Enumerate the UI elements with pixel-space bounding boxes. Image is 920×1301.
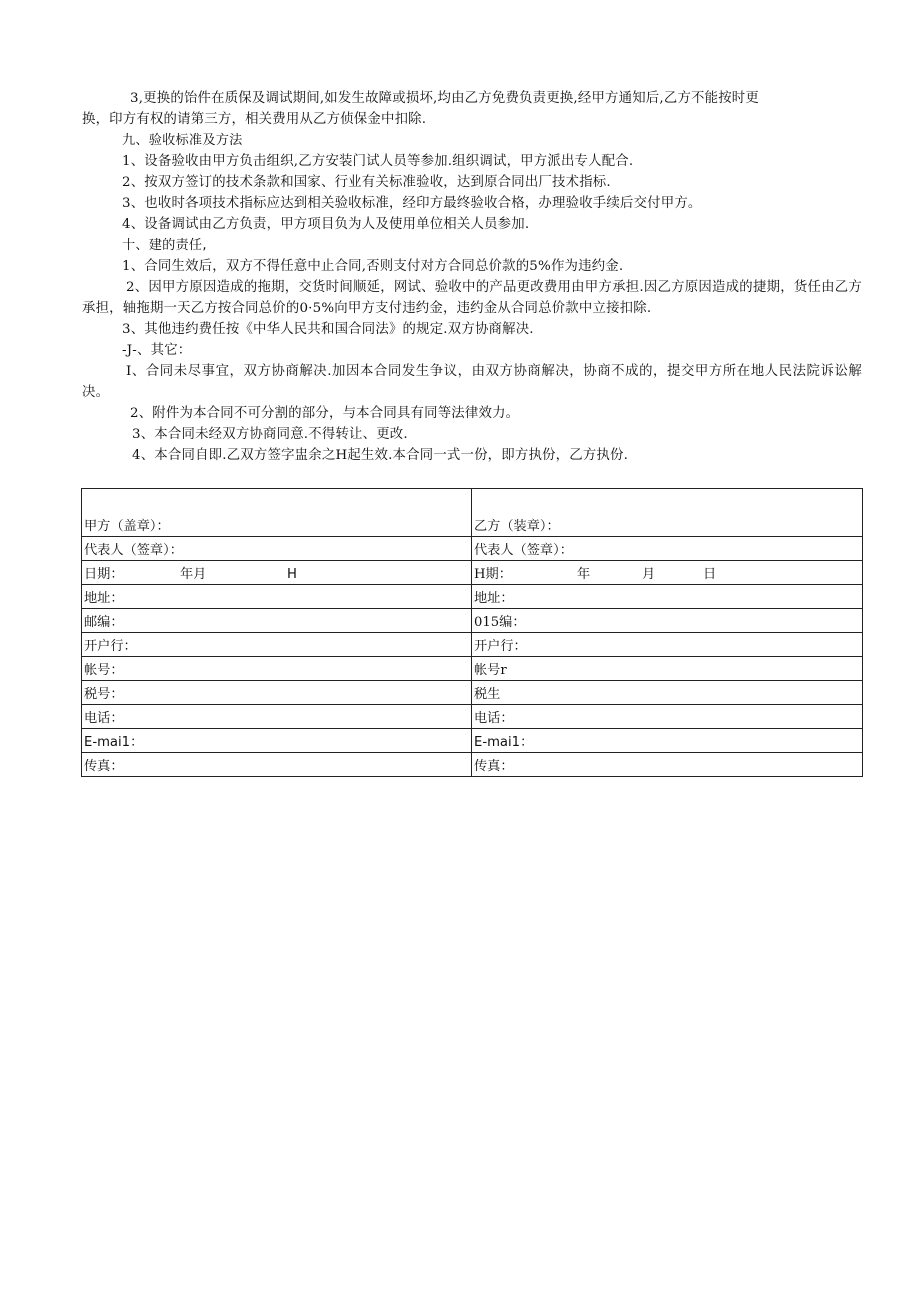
party-a-seal-label: 甲方（盖章）： [84,519,170,534]
section-9-item-1: 1、设备验收由甲方负击组织,乙方安装门试人员等参加.组织调试，甲方派出专人配合. [122,154,634,169]
party-b-date-month: 月 [642,567,656,582]
party-b-account-cell[interactable] [472,657,863,681]
party-b-rep-label: 代表人（签章）： [474,543,573,558]
table-row [82,657,863,681]
section-9-item-4: 4、设备调试由乙方负责，甲方项目负为人及使用单位相关人员参加. [122,217,530,232]
table-row [82,585,863,609]
party-a-date-ym: 年月 [180,567,207,582]
paragraph-item3-line2: 换，印方有权的请第三方，相关费用从乙方侦保金中扣除. [82,112,427,127]
party-a-date-cell[interactable] [82,561,472,585]
party-b-date-label: H期： [474,567,512,582]
table-row [82,609,863,633]
party-b-date-day: 日 [703,567,717,582]
party-a-bank-label: 开户行： [84,639,137,654]
section-10-item-2: 2、因甲方原因造成的拖期，交货时间顺延，网试、验收中的产品更改费用由甲方承担.因乙方原因造成的捷期，货任由乙方承担，轴拖期一天乙方按合同总价的0·5%向甲方支付违约金，违约金从合同总价款中立接扣除. [82,280,862,316]
party-a-phone-label: 电话： [84,711,124,726]
party-b-fax-label: 传真： [474,759,514,774]
party-a-tax-label: 税号： [84,687,124,702]
party-a-phone-cell[interactable] [82,705,472,729]
party-b-seal-label: 乙方（装章）： [474,519,560,534]
party-b-postcode-label: 015编： [474,615,526,630]
party-a-account-label: 帐号： [84,663,124,678]
table-row [82,489,863,537]
party-b-bank-cell[interactable] [472,633,863,657]
party-a-fax-cell[interactable] [82,753,472,777]
table-row [82,705,863,729]
party-a-bank-cell[interactable] [82,633,472,657]
table-row [82,537,863,561]
party-b-email-label: E-mai1： [474,735,534,750]
party-b-rep-cell[interactable] [472,537,863,561]
party-a-email-cell[interactable] [82,729,472,753]
section-10-item-1: 1、合同生效后，双方不得任意中止合同,否则支付对方合同总价款的5%作为违约金. [122,259,624,274]
party-b-postcode-cell[interactable] [472,609,863,633]
party-b-tax-label: 税生 [474,687,501,702]
section-10-item-3: 3、其他违约费任按《中华人民共和国合同法》的规定.双方协商解决. [122,322,534,337]
party-b-account-label: 帐号r [474,663,507,678]
party-a-postcode-cell[interactable] [82,609,472,633]
party-a-seal-cell[interactable] [82,489,472,537]
party-a-email-label: E-mai1： [84,735,144,750]
table-row [82,729,863,753]
party-b-address-label: 地址： [474,591,514,606]
signature-table [81,488,863,777]
section-9-item-2: 2、按双方签订的技术条款和国家、行业有关标准验收，达到原合同出厂技术指标. [122,175,611,190]
party-b-address-cell[interactable] [472,585,863,609]
party-b-date-year: 年 [577,567,591,582]
party-b-tax-cell[interactable] [472,681,863,705]
table-row [82,561,863,585]
party-b-phone-label: 电话： [474,711,514,726]
party-a-postcode-label: 邮编： [84,615,124,630]
party-a-rep-cell[interactable] [82,537,472,561]
party-a-tax-cell[interactable] [82,681,472,705]
party-a-rep-label: 代表人（签章）： [84,543,183,558]
party-b-seal-cell[interactable] [472,489,863,537]
party-b-email-cell[interactable] [472,729,863,753]
table-row [82,633,863,657]
section-10-title: 十、建的责任, [122,238,207,253]
party-a-date-label: 日期： [84,567,124,582]
party-b-fax-cell[interactable] [472,753,863,777]
table-row [82,681,863,705]
party-b-date-cell[interactable] [472,561,863,585]
party-a-account-cell[interactable] [82,657,472,681]
party-a-fax-label: 传真： [84,759,124,774]
contract-text [82,88,862,466]
party-b-bank-label: 开户行： [474,639,527,654]
section-11-title: -J-、其它： [122,343,192,358]
section-9-item-3: 3、也收时各项技术指标应达到相关验收标准，经印方最终验收合格，办理验收手续后交付甲方。 [122,196,702,211]
section-11-item-1: I、合同未尽事宜，双方协商解决.加因本合同发生争议，由双方协商解决，协商不成的，提交甲方所在地人民法院诉讼解决。 [82,364,862,400]
party-a-address-cell[interactable] [82,585,472,609]
party-a-address-label: 地址： [84,591,124,606]
section-11-item-3: 3、本合同未经双方协商同意.不得转让、更改. [132,427,408,442]
section-11-item-2: 2、附件为本合同不可分割的部分，与本合同具有同等法律效力。 [130,406,520,421]
section-9-title: 九、验收标准及方法 [122,133,243,148]
paragraph-item3-line1: 3,更换的饴件在质保及调试期间,如发生故障或损坏,均由乙方免费负责更换,经甲方通知后,乙方不能按时更 [130,91,759,106]
party-b-phone-cell[interactable] [472,705,863,729]
party-a-date-day: H [287,567,297,582]
section-11-item-4: 4、本合同自即.乙双方签字盅余之H起生效.本合同一式一份，即方执份，乙方执份. [132,448,629,463]
table-row [82,753,863,777]
